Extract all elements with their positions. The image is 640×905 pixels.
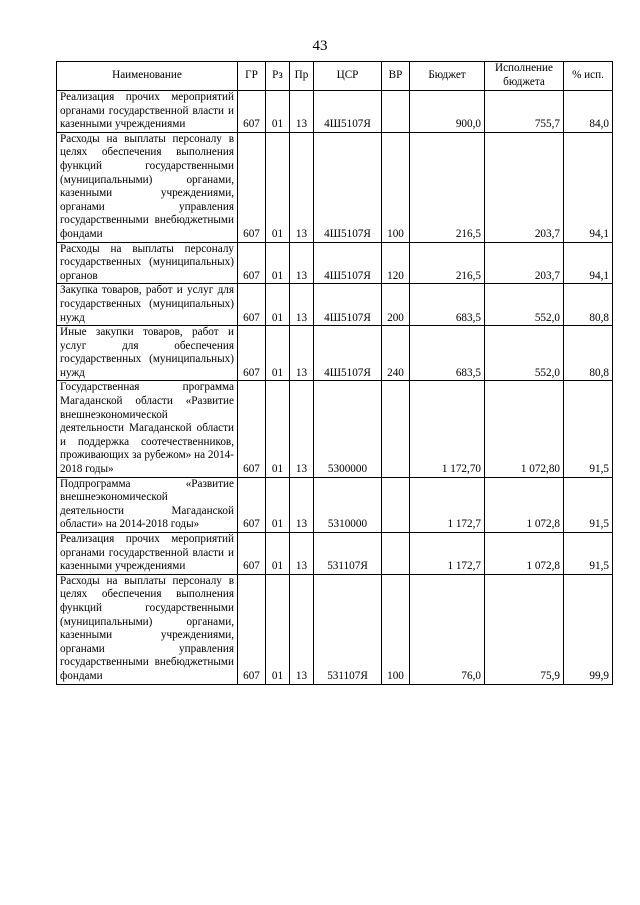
budget-table [56,61,613,685]
row-rz: 01 [266,284,290,326]
row-gr: 607 [238,284,266,326]
row-name: Иные закупки товаров, работ и услуг для обеспечения государственных (муниципальных) нужд [57,326,238,381]
column-header-rz: Рз [266,62,290,91]
row-rz: 01 [266,381,290,477]
row-gr: 607 [238,326,266,381]
row-rz: 01 [266,242,290,284]
table-row [57,242,613,284]
row-pr: 13 [290,381,314,477]
row-percent: 94,1 [564,132,613,242]
row-pr: 13 [290,477,314,532]
row-gr: 607 [238,574,266,684]
row-execution: 1 072,8 [485,533,564,575]
row-percent: 80,8 [564,284,613,326]
column-header-pr: Пр [290,62,314,91]
row-execution: 1 072,80 [485,381,564,477]
row-name: Закупка товаров, работ и услуг для государственных (муниципальных) нужд [57,284,238,326]
row-rz: 01 [266,574,290,684]
table-header-row [57,62,613,91]
column-header-budget: Бюджет [410,62,485,91]
row-gr: 607 [238,477,266,532]
row-percent: 99,9 [564,574,613,684]
row-gr: 607 [238,533,266,575]
row-csr: 4Ш5107Я [314,132,382,242]
row-budget: 216,5 [410,242,485,284]
row-rz: 01 [266,533,290,575]
column-header-percent: % исп. [564,62,613,91]
row-gr: 607 [238,381,266,477]
row-csr: 4Ш5107Я [314,326,382,381]
row-budget: 1 172,7 [410,477,485,532]
row-rz: 01 [266,132,290,242]
column-header-execution: Исполнение бюджета [485,62,564,91]
table-row [57,284,613,326]
table-row [57,326,613,381]
page-number: 43 [312,38,328,54]
column-header-gr: ГР [238,62,266,91]
row-name: Государственная программа Магаданской области «Развитие внешнеэкономической деятельности Магаданской области и поддержка соотечественников, проживающих за рубежом» на 2014-2018 годы» [57,381,238,477]
row-execution: 75,9 [485,574,564,684]
row-name: Расходы на выплаты персоналу государственных (муниципальных) органов [57,242,238,284]
row-gr: 607 [238,242,266,284]
table-row [57,132,613,242]
row-csr: 531107Я [314,574,382,684]
row-pr: 13 [290,242,314,284]
row-execution: 552,0 [485,326,564,381]
row-rz: 01 [266,477,290,532]
row-percent: 91,5 [564,381,613,477]
row-pr: 13 [290,284,314,326]
row-vr [382,533,410,575]
row-vr: 120 [382,242,410,284]
row-execution: 755,7 [485,91,564,133]
row-budget: 216,5 [410,132,485,242]
row-gr: 607 [238,91,266,133]
row-budget: 1 172,7 [410,533,485,575]
row-pr: 13 [290,574,314,684]
row-gr: 607 [238,132,266,242]
row-budget: 900,0 [410,91,485,133]
row-rz: 01 [266,326,290,381]
row-pr: 13 [290,533,314,575]
row-vr [382,477,410,532]
row-csr: 4Ш5107Я [314,91,382,133]
row-vr: 240 [382,326,410,381]
row-execution: 552,0 [485,284,564,326]
row-pr: 13 [290,326,314,381]
table-row [57,574,613,684]
table-row [57,533,613,575]
row-budget: 1 172,70 [410,381,485,477]
row-vr: 200 [382,284,410,326]
row-name: Реализация прочих мероприятий органами государственной власти и казенными учреждениями [57,533,238,575]
row-vr: 100 [382,132,410,242]
row-csr: 4Ш5107Я [314,284,382,326]
row-vr [382,381,410,477]
row-rz: 01 [266,91,290,133]
row-execution: 1 072,8 [485,477,564,532]
row-percent: 91,5 [564,533,613,575]
table-row [57,91,613,133]
row-execution: 203,7 [485,242,564,284]
row-csr: 5310000 [314,477,382,532]
column-header-name: Наименование [57,62,238,91]
column-header-vr: ВР [382,62,410,91]
row-name: Расходы на выплаты персоналу в целях обеспечения выполнения функций государственными (муниципальными) органами, казенными учреждениями, органами управления государственными внебюджетными фондами [57,132,238,242]
row-name: Расходы на выплаты персоналу в целях обеспечения выполнения функций государственными (муниципальными) органами, казенными учреждениями, органами управления государственными внебюджетными фондами [57,574,238,684]
row-csr: 531107Я [314,533,382,575]
row-vr [382,91,410,133]
table-row [57,381,613,477]
row-pr: 13 [290,91,314,133]
row-name: Подпрограмма «Развитие внешнеэкономической деятельности Магаданской области» на 2014-2018 годы» [57,477,238,532]
row-vr: 100 [382,574,410,684]
row-budget: 76,0 [410,574,485,684]
row-percent: 80,8 [564,326,613,381]
row-pr: 13 [290,132,314,242]
row-name: Реализация прочих мероприятий органами государственной власти и казенными учреждениями [57,91,238,133]
column-header-csr: ЦСР [314,62,382,91]
table-row [57,477,613,532]
row-csr: 4Ш5107Я [314,242,382,284]
row-csr: 5300000 [314,381,382,477]
row-percent: 94,1 [564,242,613,284]
row-budget: 683,5 [410,284,485,326]
row-percent: 84,0 [564,91,613,133]
row-execution: 203,7 [485,132,564,242]
row-budget: 683,5 [410,326,485,381]
row-percent: 91,5 [564,477,613,532]
